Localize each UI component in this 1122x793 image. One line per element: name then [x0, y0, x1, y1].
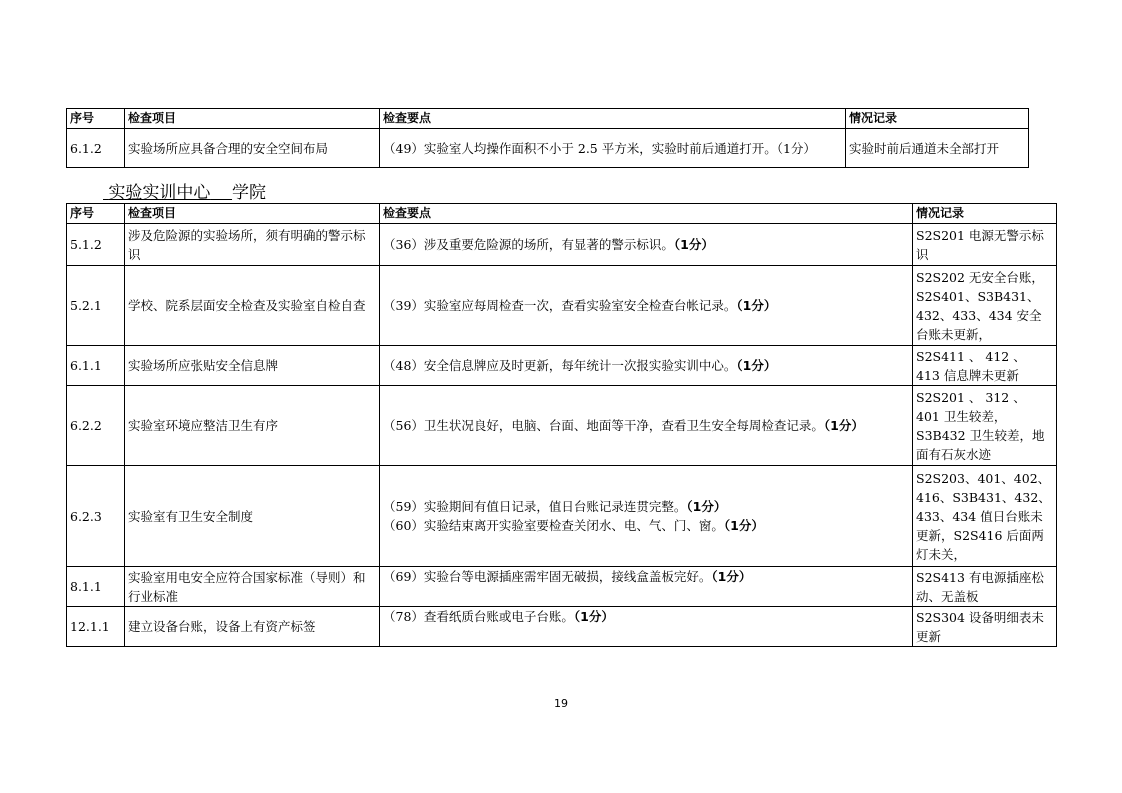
- row-record: S2S201 、 312 、 401 卫生较差， S3B432 卫生较差，地面有石灰水迹: [913, 386, 1057, 466]
- row-points: [380, 386, 913, 466]
- score: （1分）: [573, 609, 614, 624]
- row-index: 5.1.2: [67, 224, 125, 266]
- header-item: 检查项目: [125, 204, 380, 224]
- row-points: [380, 266, 913, 346]
- row-points: [380, 224, 913, 266]
- table-header-row: [67, 204, 1057, 224]
- row-points: [380, 567, 913, 607]
- row-item: 实验室有卫生安全制度: [125, 466, 380, 567]
- row-record: S2S201 电源无警示标识: [913, 224, 1057, 266]
- row-index: 6.1.2: [67, 129, 125, 168]
- row-points: [380, 466, 913, 567]
- points-text: （59）实验期间有值日记录，值日台账记录连贯完整。: [383, 499, 687, 514]
- row-item: 实验室环境应整洁卫生有序: [125, 386, 380, 466]
- inspection-table-main: [66, 203, 1057, 647]
- row-item: 实验场所应张贴安全信息牌: [125, 346, 380, 386]
- row-record: S2S304 设备明细表未更新: [913, 607, 1057, 647]
- section-suffix: 学院: [232, 183, 267, 203]
- row-record: S2S413 有电源插座松动、无盖板: [913, 567, 1057, 607]
- points-text: （60）实验结束离开实验室要检查关闭水、电、气、门、窗。: [383, 518, 724, 533]
- header-points: 检查要点: [380, 204, 913, 224]
- header-index: 序号: [67, 204, 125, 224]
- row-points: （49）实验室人均操作面积不小于 2.5 平方米，实验时前后通道打开。（1分）: [380, 129, 846, 168]
- row-item: 涉及危险源的实验场所，须有明确的警示标识: [125, 224, 380, 266]
- points-text: （39）实验室应每周检查一次，查看实验室安全检查台帐记录。: [383, 298, 737, 313]
- section-name: 实验实训中心: [108, 183, 211, 203]
- header-record: 情况记录: [846, 109, 1029, 129]
- table-row: [67, 346, 1057, 386]
- table-row: [67, 224, 1057, 266]
- points-text: （56）卫生状况良好，电脑、台面、地面等干净，查看卫生安全每周检查记录。: [383, 418, 824, 433]
- score: （1分）: [736, 358, 777, 373]
- row-item: 实验室用电安全应符合国家标准（导则）和行业标准: [125, 567, 380, 607]
- score: （1分）: [736, 298, 777, 313]
- score: （1分）: [686, 499, 727, 514]
- row-index: 6.2.3: [67, 466, 125, 567]
- score: （1分）: [723, 518, 764, 533]
- inspection-table-top: [66, 108, 1029, 168]
- header-item: 检查项目: [125, 109, 380, 129]
- header-index: 序号: [67, 109, 125, 129]
- table-row: [67, 129, 1029, 168]
- header-record: 情况记录: [913, 204, 1057, 224]
- points-text: （69）实验台等电源插座需牢固无破损，接线盒盖板完好。: [383, 569, 712, 584]
- row-record: S2S411 、 412 、 413 信息牌未更新: [913, 346, 1057, 386]
- row-item: 建立设备台账，设备上有资产标签: [125, 607, 380, 647]
- table-header-row: [67, 109, 1029, 129]
- row-points: [380, 346, 913, 386]
- points-line-2: [383, 516, 909, 535]
- points-line-1: [383, 497, 909, 516]
- row-item: 学校、院系层面安全检查及实验室自检自查: [125, 266, 380, 346]
- score: （1分）: [673, 237, 714, 252]
- score: （1分）: [823, 418, 864, 433]
- row-points: [380, 607, 913, 647]
- row-record: S2S203、401、402、416、S3B431、432、433、434 值日台账未更新，S2S416 后面两灯未关，: [913, 466, 1057, 567]
- points-text: （78）查看纸质台账或电子台账。: [383, 609, 574, 624]
- table-row: [67, 567, 1057, 607]
- table-row: [67, 266, 1057, 346]
- row-index: 6.1.1: [67, 346, 125, 386]
- row-index: 6.2.2: [67, 386, 125, 466]
- table-row: [67, 607, 1057, 647]
- table-row: [67, 386, 1057, 466]
- row-index: 8.1.1: [67, 567, 125, 607]
- page-number: 19: [554, 697, 568, 710]
- row-record: S2S202 无安全台账，S2S401、S3B431、432、433、434 安全台账未更新，: [913, 266, 1057, 346]
- row-index: 5.2.1: [67, 266, 125, 346]
- score: （1分）: [711, 569, 752, 584]
- table-row: [67, 466, 1057, 567]
- points-text: （48）安全信息牌应及时更新，每年统计一次报实验实训中心。: [383, 358, 737, 373]
- row-record: 实验时前后通道未全部打开: [846, 129, 1029, 168]
- section-title: [103, 178, 266, 203]
- header-points: 检查要点: [380, 109, 846, 129]
- points-text: （36）涉及重要危险源的场所，有显著的警示标识。: [383, 237, 674, 252]
- row-index: 12.1.1: [67, 607, 125, 647]
- row-item: 实验场所应具备合理的安全空间布局: [125, 129, 380, 168]
